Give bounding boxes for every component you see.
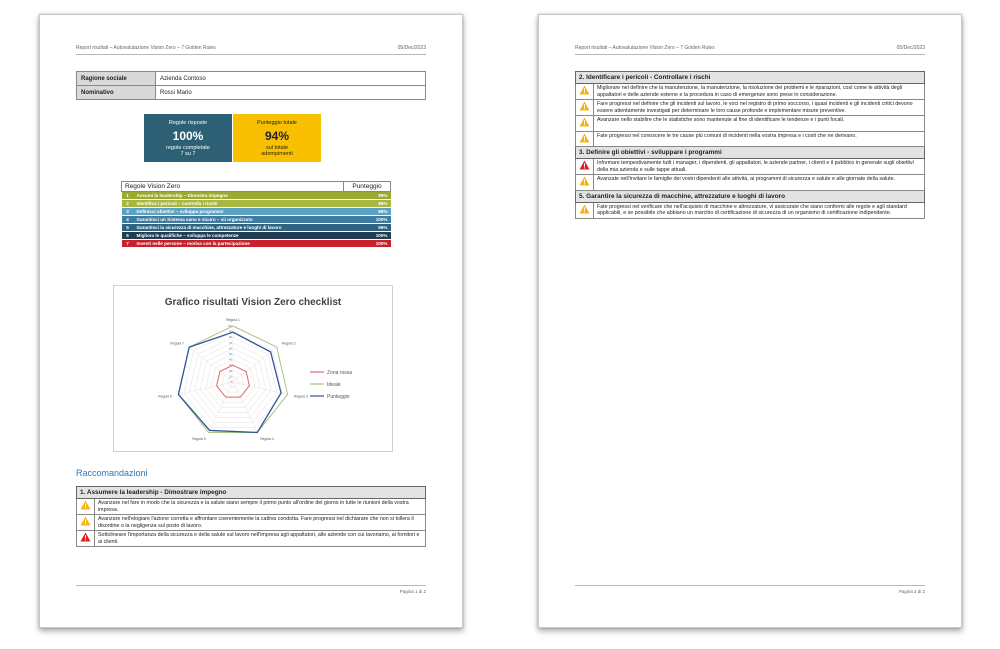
rule-number: 7 <box>122 240 134 248</box>
radar-tick-label: 80 <box>229 336 232 340</box>
recommendation-row <box>576 116 925 132</box>
radar-category-label: Regola 1 <box>226 317 240 322</box>
page-footer <box>76 585 426 595</box>
danger-icon <box>77 531 95 547</box>
recommendation-row <box>576 84 925 100</box>
rule-score: 100% <box>344 216 391 224</box>
recommendation-row <box>576 159 925 175</box>
warning-icon <box>576 116 594 132</box>
recommendation-text: Sottolineare l'importanza della sicurezza e della salute sul lavoro nell'impresa agli appaltatori, alle aziende con cui lavoriamo, ai fornitori e ai clienti. <box>95 531 426 547</box>
radar-category-label: Regola 5 <box>192 437 206 442</box>
radar-chart <box>113 285 393 452</box>
radar-tick-label: 0 <box>230 381 232 384</box>
recommendation-section-title: 2. Identificare i pericoli - Controllare i rischi <box>576 72 925 84</box>
recommendation-text: Informare tempestivamente tutti i manager, i dipendenti, gli appaltatori, le aziende partner, i clienti e il pubblico in generale sugli obiettivi della mia azienda e sulle tappe attuali. <box>594 159 925 175</box>
danger-icon <box>576 159 594 175</box>
recommendation-text: Avanzare nell'elogiare l'azione corretta e affrontare coerentemente la cattiva condotta. Fare progressi nel dichiarare che non si tollera il disordine o la negligenza sul posto di lavoro. <box>95 515 426 531</box>
rule-score: 96% <box>344 224 391 232</box>
radar-tick-label: 70 <box>229 341 232 345</box>
ragione-label: Ragione sociale <box>77 72 156 86</box>
radar-tick-label: 20 <box>229 369 232 373</box>
rule-number: 1 <box>122 192 134 200</box>
warning-icon <box>576 131 594 147</box>
rule-name: Identifica i pericoli – controlla i rischi <box>134 200 344 208</box>
chart-title: Grafico risultati Vision Zero checklist <box>164 297 342 308</box>
page-number: Pagina 1 di 2 <box>399 589 426 594</box>
ragione-value: Azienda Contoso <box>156 72 426 86</box>
recommendation-text: Fate progressi nel verificare che nell'acquisto di macchine e attrezzature, vi assicurate che siano conformi alle regole e agli standard applicabili, e se possibile che abbiano un marchio di certificazione di sicurezza di un organismo di certificazione indipendente. <box>594 202 925 218</box>
rule-name: Garantisci la sicurezza di macchine, attrezzature e luoghi di lavoro <box>134 224 344 232</box>
recommendation-section-title: 3. Definire gli obiettivi - sviluppare i programmi <box>576 147 925 159</box>
radar-category-label: Regola 3 <box>294 394 308 399</box>
rule-row <box>122 232 391 240</box>
rule-row <box>122 216 391 224</box>
recommendation-row <box>576 131 925 147</box>
header-title: Report risultati – Autovalutazione Vision Zero – 7 Golden Rules <box>575 45 715 51</box>
answered-kpi-box <box>144 114 232 162</box>
legend-label: Zona rossa <box>327 370 353 376</box>
warning-icon <box>77 515 95 531</box>
recommendation-row <box>77 515 426 531</box>
recommendation-text: Avanzare nel fare in modo che la sicurezza e la salute siano sempre il primo punto all'ordine del giorno in tutte le riunioni della vostra impresa. <box>95 499 426 515</box>
radar-tick-label: 50 <box>229 353 232 356</box>
rule-name: Garantisci un Sistema sano e sicuro – sii organizzato <box>134 216 344 224</box>
radar-category-label: Regola 4 <box>260 437 274 442</box>
answered-value: 100% <box>172 129 204 143</box>
rule-number: 5 <box>122 224 134 232</box>
warning-icon <box>77 499 95 515</box>
company-info-table <box>76 71 426 100</box>
rule-row <box>122 192 391 200</box>
rules-header-score: Punteggio <box>344 182 391 192</box>
rule-number: 2 <box>122 200 134 208</box>
header-date: 05/Dec/2023 <box>397 45 426 51</box>
recommendation-text: Avanzare nello stabilire che le statistiche sono mantenute al fine di identificare le tendenze e i punti focali. <box>594 116 925 132</box>
score-sub <box>233 145 321 157</box>
rule-score: 89% <box>344 192 391 200</box>
rule-number: 4 <box>122 216 134 224</box>
page-header <box>575 45 925 55</box>
radar-tick-label: 40 <box>229 358 232 362</box>
header-date: 05/Dec/2023 <box>896 45 925 51</box>
recommendation-row <box>576 202 925 218</box>
recommendation-row <box>77 499 426 515</box>
nominativo-value: Rossi Mario <box>156 86 426 100</box>
score-kpi-box <box>233 114 321 162</box>
radar-category-label: Regola 6 <box>158 394 172 399</box>
legend-label: Ideale <box>327 382 341 388</box>
recommendations-title: Raccomandazioni <box>76 468 148 478</box>
rules-header-name: Regole Vision Zero <box>122 182 344 192</box>
score-value: 94% <box>264 129 290 143</box>
rule-row <box>122 208 391 216</box>
recommendation-text: Fare progressi nel definire che gli incidenti sul lavoro, le voci nel registro di primo soccorso, i quasi incidenti e gli incidenti critici devono essere attentamente investigati per determinare le loro cause profonde e implementare misure preventive. <box>594 100 925 116</box>
recommendation-row <box>576 175 925 191</box>
radar-tick-label: 30 <box>229 364 232 368</box>
recommendations-table-page2 <box>575 71 925 219</box>
page-header <box>76 45 426 55</box>
rule-number: 3 <box>122 208 134 216</box>
rule-name: Definisci obiettivi – sviluppa programmi <box>134 208 344 216</box>
rule-row <box>122 240 391 248</box>
page-number: Pagina 2 di 2 <box>898 589 925 594</box>
rule-row <box>122 224 391 232</box>
rule-score: 100% <box>344 240 391 248</box>
warning-icon <box>576 84 594 100</box>
rule-number: 6 <box>122 232 134 240</box>
answered-sub <box>144 145 232 157</box>
rules-score-table <box>121 181 391 247</box>
radar-chart-svg <box>114 286 392 451</box>
radar-tick-label: 100 <box>227 325 232 328</box>
radar-category-label: Regola 2 <box>282 341 296 346</box>
radar-tick-label: 10 <box>229 375 232 379</box>
radar-tick-label: 90 <box>229 330 232 334</box>
rule-score: 88% <box>344 208 391 216</box>
recommendation-text: Fate progressi nel conoscere le tre cause più comuni di incidenti nella vostra impresa e i costi che ne derivano. <box>594 131 925 147</box>
recommendation-section-title: 1. Assumere la leadership - Dimostrare impegno <box>77 487 426 499</box>
rule-name: Assumi la leadership – Dimostra impegno <box>134 192 344 200</box>
answered-sub1: regole completate <box>166 145 210 151</box>
recommendation-row <box>576 100 925 116</box>
radar-category-label: Regola 7 <box>170 341 184 346</box>
score-label: Punteggio totale <box>257 120 297 126</box>
recommendation-text: Avanzate nell'invitare le famiglie dei vostri dipendenti alle attività, ai programmi di sicurezza e salute e alle giornate della salute. <box>594 175 925 191</box>
legend-label: Punteggio <box>327 394 350 400</box>
warning-icon <box>576 202 594 218</box>
radar-tick-label: 60 <box>229 347 232 351</box>
recommendation-text: Migliorare nel definire che la manutenzione, la manutenzione, la risoluzione dei problemi e le riparazioni, così come le attività degli appaltatori e delle aziende esterne e la procedura in caso di emergenze sono prese in considerazione. <box>594 84 925 100</box>
answered-label: Regole risposte <box>168 120 208 126</box>
report-page-2 <box>538 14 962 628</box>
rule-score: 86% <box>344 200 391 208</box>
rule-name: Migliora le qualifiche – sviluppa le competenze <box>134 232 344 240</box>
warning-icon <box>576 100 594 116</box>
recommendation-row <box>77 531 426 547</box>
nominativo-label: Nominativo <box>77 86 156 100</box>
rule-row <box>122 200 391 208</box>
recommendations-table-page1 <box>76 486 426 547</box>
score-sub1: sul totale <box>265 145 288 151</box>
report-page-1 <box>39 14 463 628</box>
warning-icon <box>576 175 594 191</box>
page-footer <box>575 585 925 595</box>
header-title: Report risultati – Autovalutazione Vision Zero – 7 Golden Rules <box>76 45 216 51</box>
rule-score: 100% <box>344 232 391 240</box>
recommendation-section-title: 5. Garantire la sicurezza di macchine, attrezzature e luoghi di lavoro <box>576 190 925 202</box>
answered-sub2: 7 su 7 <box>180 151 196 157</box>
score-sub2: adempimenti <box>261 151 293 157</box>
rule-name: Investi nelle persone – motiva con la partecipazione <box>134 240 344 248</box>
